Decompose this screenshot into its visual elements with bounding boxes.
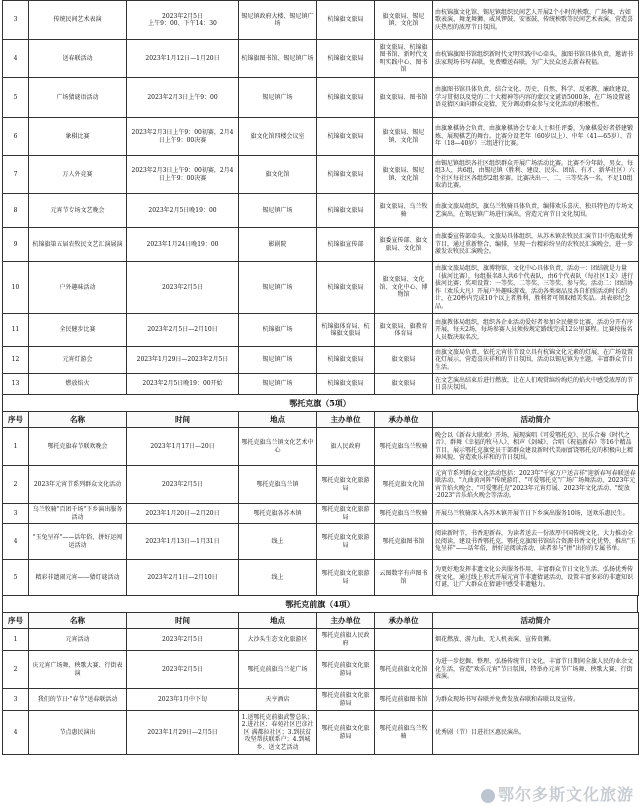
activity-name: 2023年元宵节系列群众文化活动 xyxy=(29,466,127,504)
activity-place: 1.送鄂托克前旗武警总队；2.进社区；春苑社区巴彦社区 满都拉社区；3.到扶贫攻坚帮扶联系户；4.到城乡、送文艺活动 xyxy=(239,711,317,755)
row-number: 12 xyxy=(3,347,29,374)
activity-time: 2023年1月中下旬 xyxy=(127,689,239,711)
activity-name: 乌兰牧骑"百团千场"下乡演出服务活动 xyxy=(29,504,127,524)
activity-organizer: 旗文旅局、杭锦旗图书馆、新时代文明实践中心、图书馆 xyxy=(375,40,433,78)
activity-description: 晚会以《新春大联欢》开场，展现演唱《可爱鄂托克》、民乐合奏《时代之音》、群舞《幸福的牧马人》、相声《剑城》、合唱《祝福新春》等16个精品节目，展示鄂托克旗党员干部群众建设新时代美丽富饶鄂托克的积极向上精神风貌，营造欢乐祥和的节日氛围。 xyxy=(433,428,639,466)
activity-organizer: 旗文旅局、图书馆 xyxy=(375,78,433,118)
activity-description: 由旗文旅局负责，依托元宵佳节设立具有杭锦文化元素的灯展，在广场设置花灯展示，营造喜庆祥和的节日氛围，活动以锡尼镇为主题，丰富群众节日生活。 xyxy=(433,347,639,374)
section3-body xyxy=(3,629,639,755)
activity-time: 2023年2月5日 xyxy=(127,466,239,504)
header-no: 序号 xyxy=(3,613,29,629)
row-number: 2 xyxy=(3,651,29,689)
activity-host: 旗人民政府 xyxy=(317,428,375,466)
row-number: 3 xyxy=(3,504,29,524)
watermark-text: 鄂尔多斯文化旅游 xyxy=(497,785,634,804)
row-number: 7 xyxy=(3,156,29,194)
activity-description: 为进一步挖掘、整理、弘扬传统节日文化，丰富节日期间全旗人民的业余文化生活，营造"欢乐元宵"节日氛围，特举办元宵节广场舞、秧歌大赛、行街表演。 xyxy=(433,651,639,689)
activity-place: 线上 xyxy=(239,560,317,596)
table-row xyxy=(3,118,639,156)
activity-time: 2023年2月5日 上午9：00、下午14：30 xyxy=(127,1,239,40)
activity-place: 杭锦旗广场 xyxy=(239,314,317,347)
activity-name: 户外趣味活动 xyxy=(29,262,127,314)
table-row xyxy=(3,711,639,755)
table-row xyxy=(3,156,639,194)
row-number: 1 xyxy=(3,629,29,651)
row-number: 2 xyxy=(3,466,29,504)
activity-description: 由杭锦旗文化馆、锡尼镇组织民间艺人开展2个小时的秧歌、广场舞、古如歌表演、舞龙舞狮、威风锣鼓、安塞鼓、传统秧歌等民间艺术表演，营造喜庆热烈的浓厚节日氛围。 xyxy=(433,1,639,40)
activity-name: 我们的节日·"春节"送春联活动 xyxy=(29,689,127,711)
activity-name: 广场猜谜语活动 xyxy=(29,78,127,118)
header-place: 地点 xyxy=(239,613,317,629)
table-row xyxy=(3,428,639,466)
section1-body xyxy=(3,1,639,395)
row-number: 9 xyxy=(3,228,29,262)
activity-place: 锡尼镇政府大楼、锡尼镇广场 xyxy=(239,1,317,40)
activity-place: 旗文化馆 xyxy=(239,156,317,194)
row-number: 6 xyxy=(3,118,29,156)
header-host: 主办单位 xyxy=(317,613,375,629)
section2-title: 鄂托克旗（5项） xyxy=(2,395,638,411)
activity-host: 鄂托克前旗文化旅游局 xyxy=(317,651,375,689)
activity-organizer: 云图数字有声图书馆 xyxy=(375,560,433,596)
row-number: 8 xyxy=(3,194,29,228)
activity-name: 传统民间艺术表演 xyxy=(29,1,127,40)
activity-name: 杭锦旗第五届农牧民文艺汇演展演 xyxy=(29,228,127,262)
activity-organizer: 鄂托克前旗乌兰牧骑 xyxy=(375,711,433,755)
table-row xyxy=(3,78,639,118)
activity-place: 鄂托克旗乌兰镇 xyxy=(239,466,317,504)
activity-description: 由旗象棋协会负责，由旗象棋协会专业人士担任评委，为象棋爱好者搭建锻炼、展现棋艺的舞台。比赛分设老年（60岁以上）、中年（41—65岁）、青年（18—40岁）三组进行比赛。 xyxy=(433,118,639,156)
header-name: 名称 xyxy=(29,613,127,629)
table-row xyxy=(3,228,639,262)
activity-organizer: 鄂托克旗乌兰牧骑 xyxy=(375,428,433,466)
header-time: 时间 xyxy=(127,613,239,629)
section3-header-row xyxy=(3,613,639,629)
activity-host: 杭锦旗文旅局 xyxy=(317,262,375,314)
activity-place: 线上 xyxy=(239,524,317,560)
table-row xyxy=(3,194,639,228)
table-row xyxy=(3,347,639,374)
activity-description: 阅读新时节，书香迎新春，为读者送去一份浓厚中国传统文化、大力推动全民阅读，建设书香鄂托克，鄂托克旗图书馆结合资源书香文化优势，推出"玉兔呈祥"——话年俗，拼好运阅读活动，读者参与"拼"出你的专属书单。 xyxy=(433,524,639,560)
activity-description: 开展乌兰牧骑深入各苏木镇开展节日下乡演出服务10场，送欢乐惠民生。 xyxy=(433,504,639,524)
activity-place: 杭锦旗图书馆、锡尼镇广场 xyxy=(239,40,317,78)
activity-place: 锡尼镇广场 xyxy=(239,347,317,374)
section2-header-row xyxy=(3,412,639,428)
activity-time: 2023年2月5日—2月10日 xyxy=(127,314,239,347)
activity-place: 鄂托克旗乌兰镇文化艺术中心 xyxy=(239,428,317,466)
activity-place: 旗文化馆四楼会议室 xyxy=(239,118,317,156)
activity-host: 杭锦旗文旅局 xyxy=(317,194,375,228)
row-number: 5 xyxy=(3,560,29,596)
activity-time: 2023年1月29日—2023年2月5日 xyxy=(127,347,239,374)
table-row xyxy=(3,262,639,314)
activity-host: 鄂托克旗文化旅游局 xyxy=(317,504,375,524)
header-desc: 活动简介 xyxy=(433,613,639,629)
activity-name: 燃放焰火 xyxy=(29,374,127,395)
activity-time: 2023年2月3日上午9：00初赛，2月4日上午9：00决赛 xyxy=(127,118,239,156)
activity-host: 杭锦旗文旅局 xyxy=(317,118,375,156)
activity-host: 杭锦旗文旅局 xyxy=(317,1,375,40)
activity-place: 天亨酒店 xyxy=(239,689,317,711)
table-row xyxy=(3,689,639,711)
activity-organizer: 鄂托克旗文化馆 xyxy=(375,466,433,504)
table-row xyxy=(3,504,639,524)
activity-organizer: 鄂托克前旗图书馆 xyxy=(375,689,433,711)
row-number: 4 xyxy=(3,40,29,78)
activity-organizer: 旗文旅局、乌兰牧骑 xyxy=(375,194,433,228)
activity-place: 鄂托克旗各苏木镇 xyxy=(239,504,317,524)
table-row xyxy=(3,524,639,560)
wechat-icon xyxy=(481,789,495,803)
table-row xyxy=(3,1,639,40)
activity-time: 2023年1月29日—2月5日 xyxy=(127,711,239,755)
header-no: 序号 xyxy=(3,412,29,428)
activity-time: 2023年1月13日—1月31日 xyxy=(127,524,239,560)
activity-name: 鄂托克旗春节联欢晚会 xyxy=(29,428,127,466)
row-number: 4 xyxy=(3,524,29,560)
row-number: 4 xyxy=(3,711,29,755)
activity-host: 杭锦旗体育局、杭锦旗文旅局 xyxy=(317,314,375,347)
table-row xyxy=(3,629,639,651)
activity-description: 由旗教体局组织，组织各企业活动爱好者参加全民健步比赛，活动分开有序开展，每天2场，每场参赛人员须按规定路线完成12公里赛程。比赛按报名人员数决取名次。 xyxy=(433,314,639,347)
activity-host: 杭锦旗文旅局 xyxy=(317,347,375,374)
header-place: 地点 xyxy=(239,412,317,428)
activity-description: 由杭锦旗图书馆组织新时代文明实践中心牵头，旗图书馆具体负责，邀请书法家现场书写春联，免费赠送春联，为广大民众送去新春祝福。 xyxy=(433,40,639,78)
activity-place: 影剧院 xyxy=(239,228,317,262)
activity-host: 鄂托克前旗文化旅游局 xyxy=(317,689,375,711)
activity-time: 2023年2月3日上午9：00初赛，2月4日上午9：00决赛 xyxy=(127,156,239,194)
activity-host: 鄂托克前旗人民政府 xyxy=(317,629,375,651)
table-row xyxy=(3,651,639,689)
row-number: 11 xyxy=(3,314,29,347)
section2-body xyxy=(3,428,639,596)
activity-place: 锡尼镇广场 xyxy=(239,374,317,395)
activity-description: 烟花燃放、游九曲、无人机表演、宣传贵狮。 xyxy=(433,629,639,651)
activity-description: 优秀剧（节）目进社区惠民演出。 xyxy=(433,711,639,755)
activity-time: 2023年1月24日晚19：00 xyxy=(127,228,239,262)
activity-name: 元宵节专场文艺晚会 xyxy=(29,194,127,228)
activity-time: 2023年2月5日 xyxy=(127,629,239,651)
table-row xyxy=(3,466,639,504)
section3-title: 鄂托克前旗（4项） xyxy=(2,596,638,612)
activity-organizer: 旗文旅局 xyxy=(375,374,433,395)
activity-name: 精彩非遗闹元宵——猜灯谜活动 xyxy=(29,560,127,596)
row-number: 1 xyxy=(3,428,29,466)
activity-description: 元宵节系列群众文化活动包括：2023年"千家万户送吉祥"迎新春写春联送春联活动、"九曲黄河阵"传统游灯、"可爱鄂托克"广场广场舞活动、2023年元宵节焰火晚会、"可爱鄂托克"2023年元宵灯展、2023年文化活动、"绽放·2023"音乐焰火晚会等活动。 xyxy=(433,466,639,504)
activity-place: 鄂托克前旗乌兰花广场 xyxy=(239,651,317,689)
activity-organizer: 旗文旅局 xyxy=(375,347,433,374)
activity-organizer: 鄂托克旗乌兰牧骑 xyxy=(375,504,433,524)
activity-name: "玉兔呈祥"——话年俗，拼好运闯运活动 xyxy=(29,524,127,560)
activity-name: 元宵灯游会 xyxy=(29,347,127,374)
row-number: 13 xyxy=(3,374,29,395)
activity-place: 锡尼镇广场 xyxy=(239,262,317,314)
activity-time: 2023年1月20日—2月20日 xyxy=(127,504,239,524)
activity-host: 鄂托克前旗文化旅游局 xyxy=(317,711,375,755)
activity-time: 2023年2月3日上午9：00 xyxy=(127,78,239,118)
activity-time: 2023年1月17日—20日 xyxy=(127,428,239,466)
table-row xyxy=(3,374,639,395)
row-number: 5 xyxy=(3,78,29,118)
activity-host: 杭锦旗宣传部 xyxy=(317,228,375,262)
activity-time: 2023年2月5日 xyxy=(127,651,239,689)
activity-description: 由旗文旅局组织，旗博物馆、文化中心具体负责，活动一：团结就是力量（拔河比赛），每组报名8人共6个代表队，由6个代表队（每社区1支）进行拔河比赛；奖项设置：一等奖、二等奖、三等奖、参与奖。活动二：团结协作（欢乐大凡）开展户外趣味游戏，活动各类商品及各自拍照活动时长约计，在20秒内完成10个以上者胜利，胜利者可领取精美奖品。共表彰纪念品。 xyxy=(433,262,639,314)
activity-name: 象棋比赛 xyxy=(29,118,127,156)
activity-organizer xyxy=(375,629,433,651)
activity-description: 由锡尼镇组织各社区组织群众开展广场活动比赛。比赛不分年龄、男女，每组3人，共6组，由锡尼镇（胜利、建设、民乐、团结、有才、新华社区）六个社区每社区各组织2组参赛。比赛决出一、二、三等奖各一名，不足10组取消比赛。 xyxy=(433,156,639,194)
activity-name: 全民健步比赛 xyxy=(29,314,127,347)
activity-host: 杭锦旗文旅局 xyxy=(317,156,375,194)
activity-name: 庆元宵广场舞、秧歌大赛、行街表演 xyxy=(29,651,127,689)
activity-organizer: 旗文旅局、旗教育体育局 xyxy=(375,314,433,347)
activity-description: 为群众现场书写春联并免费发放春联和春联以及宣传。 xyxy=(433,689,639,711)
activity-host: 杭锦旗文旅局 xyxy=(317,374,375,395)
section1-table xyxy=(2,0,639,395)
activity-organizer: 旗文旅局、锡尼镇、文化馆 xyxy=(375,118,433,156)
activity-place: 锡尼镇广场 xyxy=(239,78,317,118)
activity-description: 由旗委宣传部牵头，文旅局具体组织，从苏木镇农牧民汇演节目中选取优秀节目，通过重新整合、编排，呈现一台精彩纷呈的农牧民汇演晚会，进一步激发农牧民汇演晚会。 xyxy=(433,228,639,262)
activity-organizer: 鄂托克前旗文化馆 xyxy=(375,651,433,689)
activity-host: 鄂托克旗文化旅游局 xyxy=(317,466,375,504)
activity-host: 鄂托克旗文化旅游局 xyxy=(317,560,375,596)
activity-host: 杭锦旗文旅局 xyxy=(317,78,375,118)
header-desc: 活动简介 xyxy=(433,412,639,428)
activity-organizer: 旗文旅局、锡尼镇、文化馆 xyxy=(375,1,433,40)
activity-time: 2023年2月5日晚19：00开始 xyxy=(127,374,239,395)
activity-organizer: 旗文旅局、锡尼镇、文化馆 xyxy=(375,156,433,194)
activity-name: 送春联活动 xyxy=(29,40,127,78)
activity-description: 由旗文旅局组织，旗乌兰牧骑具体负责，编排欢乐喜庆、独具特色的专场文艺演出，在锡尼镇广场进行演出，营造元宵节日文化氛围。 xyxy=(433,194,639,228)
activity-place: 锡尼镇广场 xyxy=(239,194,317,228)
table-row xyxy=(3,40,639,78)
activity-organizer: 旗委宣传部、旗文旅局、文化馆 xyxy=(375,228,433,262)
activity-description: 在文艺演出结束后进行燃放，让在人们观赏缤纷绚烂的焰火中感受浓厚的节日喜庆氛围。 xyxy=(433,374,639,395)
activity-name: 节点惠民演出 xyxy=(29,711,127,755)
activity-name: 万人外竞赛 xyxy=(29,156,127,194)
header-host: 主办单位 xyxy=(317,412,375,428)
header-time: 时间 xyxy=(127,412,239,428)
activity-place: 大沙头生态文化旅游区 xyxy=(239,629,317,651)
table-row xyxy=(3,314,639,347)
activity-host: 杭锦旗文旅局 xyxy=(317,40,375,78)
activity-name: 元宵活动 xyxy=(29,629,127,651)
activity-host: 鄂托克旗文化旅游局 xyxy=(317,524,375,560)
watermark xyxy=(481,785,634,805)
row-number: 10 xyxy=(3,262,29,314)
row-number: 3 xyxy=(3,689,29,711)
section2-table xyxy=(2,411,639,596)
row-number: 3 xyxy=(3,1,29,40)
header-org: 承办单位 xyxy=(375,412,433,428)
header-org: 承办单位 xyxy=(375,613,433,629)
activity-time: 2023年2月5日 xyxy=(127,262,239,314)
activity-time: 2023年2月5日晚19：00 xyxy=(127,194,239,228)
section3-table xyxy=(2,612,639,755)
activity-time: 2023年2月1日—2月10日 xyxy=(127,560,239,596)
header-name: 名称 xyxy=(29,412,127,428)
table-row xyxy=(3,560,639,596)
activity-description: 为更好地发挥非遗文化公共服务作用，丰富群众节日文化生活、弘扬优秀传统文化，通过线上形式开展元宵节非遗猜谜活动，设置丰富多彩的非遗知识灯谜，让广大群众在猜谜中感受非遗魅力。 xyxy=(433,560,639,596)
activity-description: 由旗图书馆具体负责，结合文化、历史、自然、科学、反邪教、廉政建设、学习贯彻以及党的二十大精神等内容的蒙汉文谜语5000条，在广场设置谜语竞猜区面向群众竞猜，充分调动群众参与文化活动的积极性。 xyxy=(433,78,639,118)
activity-time: 2023年1月12日—1月20日 xyxy=(127,40,239,78)
activity-organizer: 鄂托克旗图书馆 xyxy=(375,524,433,560)
activity-organizer: 旗文旅局、文化馆、文化中心、博物馆 xyxy=(375,262,433,314)
